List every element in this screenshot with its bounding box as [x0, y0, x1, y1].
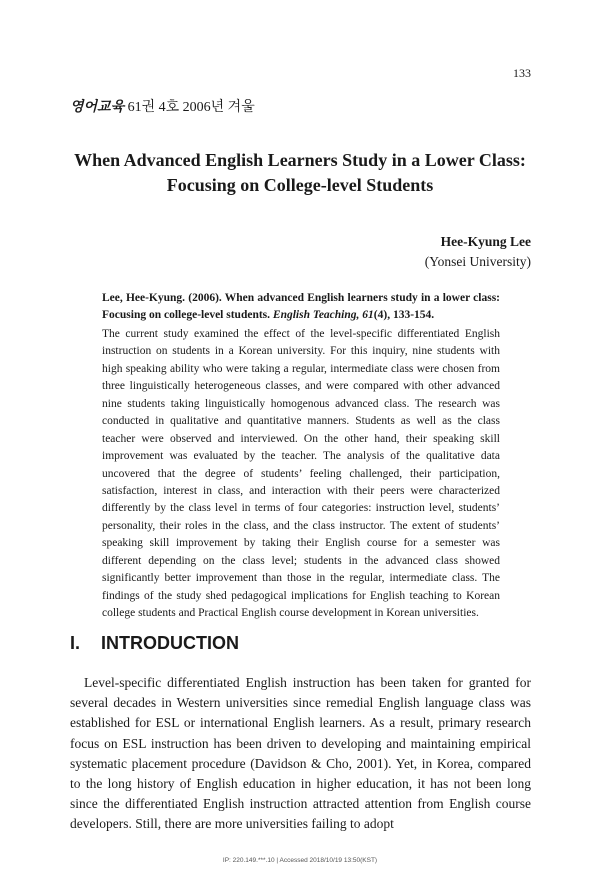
citation-journal: English Teaching, 61: [272, 309, 374, 322]
intro-paragraph: Level-specific differentiated English instruction has been taken for granted for several decades in Western universities since remedial English language class was established for ESL or international English learners. As a result, primary research focus on ESL instruction has been driven to developing and maintaining empirical systematic placement procedure (Davidson & Cho, 2001). Yet, in Korea, compared to the long history of English education in higher education, it has not been long since the differentiated English instruction attracted attention from English course developers. Still, there are more universities failing to adopt: [70, 675, 531, 832]
journal-name: 영어교육: [70, 100, 125, 115]
section-number: I.: [70, 633, 81, 653]
access-footer: IP: 220.149.***.10 | Accessed 2018/10/19 13:50(KST): [222, 857, 378, 864]
author-affiliation: (Yonsei University): [424, 254, 531, 269]
paper-title: [60, 148, 540, 198]
journal-header: [70, 96, 255, 116]
section-heading: [70, 633, 239, 654]
page-number: 133: [513, 66, 531, 80]
journal-issue: 61권 4호 2006년 겨울: [127, 100, 255, 115]
section-title: INTRODUCTION: [101, 633, 240, 653]
author-block: [425, 232, 531, 272]
abstract-block: [102, 290, 500, 623]
citation: [102, 290, 500, 325]
paper-title-line-1: When Advanced English Learners Study in a Lower Class:: [74, 150, 526, 170]
abstract-text: The current study examined the effect of the level-specific differentiated English instruction on students in a Korean university. For this inquiry, nine students with high speaking ability who were taking a regular, intermediate class were chosen from three linguistically heterogeneous classes, and were compared with other advanced nine students taking linguistically homogenous advanced class. The research was conducted in qualitative and quantitative manners. Students as well as the class teacher were observed and interviewed. On the other hand, their speaking skill improvement was evaluated by the teacher. The analysis of the qualitative data uncovered that the degree of students’ feeling challenged, their participation, satisfaction, interest in class, and interaction with their peers were characterized differently by the class level in terms of four categories: instruction level, students’ personality, their roles in the class, and the class instructor. The extent of students’ speaking skill improvement by taking their English course for a semester was different depending on the class level; students in the advanced class showed significantly better improvement than those in the regular, intermediate class. The findings of the study shed pedagogical implications for English teaching to Korean college students and Practical English course development in Korean universities.: [102, 327, 500, 620]
citation-prefix: Lee, Hee-Kyung. (2006). When advanced English learners study in a lower class: Focusing on college-level students.: [102, 292, 500, 322]
author-name: Hee-Kyung Lee: [440, 234, 531, 249]
citation-suffix: (4), 133-154.: [373, 309, 435, 322]
paper-title-line-2: Focusing on College-level Students: [166, 175, 434, 195]
